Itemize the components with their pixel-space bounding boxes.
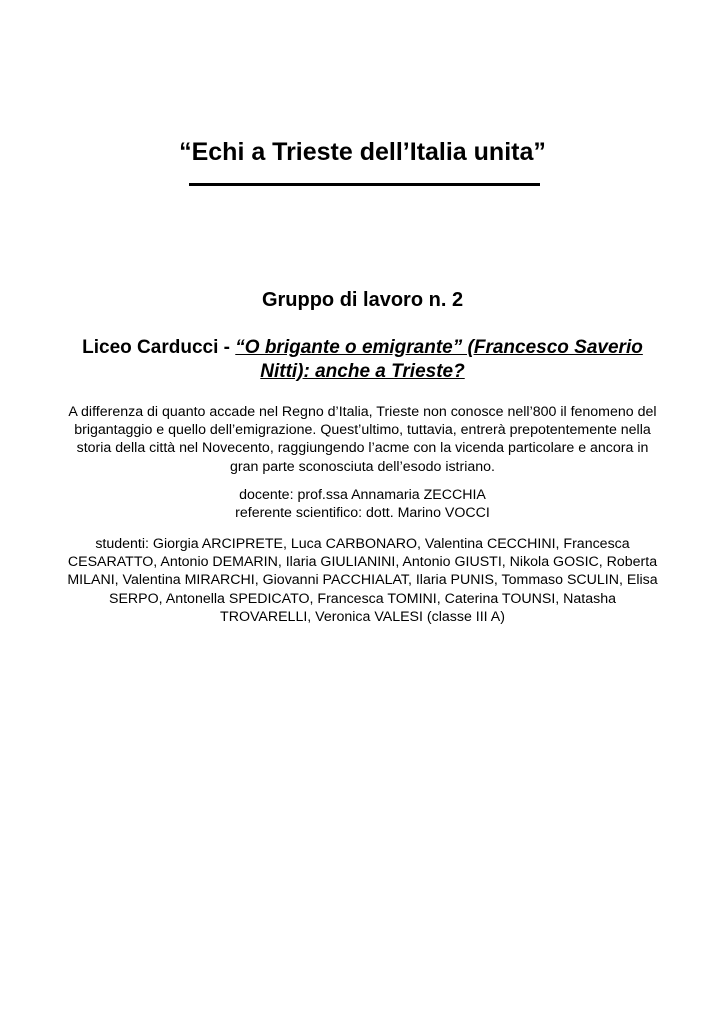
project-topic: “O brigante o emigrante” (Francesco Saverio Nitti): anche a Trieste? xyxy=(235,337,643,382)
document-title: “Echi a Trieste dell’Italia unita” xyxy=(179,138,546,166)
scientific-referee-line: referente scientifico: dott. Marino VOCCI xyxy=(235,505,490,522)
staff-block xyxy=(0,486,725,522)
project-subtitle xyxy=(60,336,665,384)
teacher-line: docente: prof.ssa Annamaria ZECCHIA xyxy=(239,487,486,503)
students-list: studenti: Giorgia ARCIPRETE, Luca CARBONARO, Valentina CECCHINI, Francesca CESARATTO, Antonio DEMARIN, Ilaria GIULIANINI, Antonio GIUSTI, Nikola GOSIC, Roberta MILANI, Valentina MIRARCHI, Giovanni PACCHIALAT, Ilaria PUNIS, Tommaso SCULIN, Elisa SERPO, Antonella SPEDICATO, Francesca TOMINI, Caterina TOUNSI, Natasha TROVARELLI, Veronica VALESI (classe III A) xyxy=(67,536,658,625)
title-underline-rule xyxy=(189,183,540,186)
abstract-paragraph: A differenza di quanto accade nel Regno d’Italia, Trieste non conosce nell’800 il fenomeno del brigantaggio e quello dell’emigrazione. Quest’ultimo, tuttavia, entrerà prepotentemente nella storia della città nel Novecento, raggiungendo l’acme con la vicenda particolare e ancora in gran parte sconosciuta dell’esodo istriano. xyxy=(68,404,657,475)
work-group-heading: Gruppo di lavoro n. 2 xyxy=(261,289,464,311)
school-name: Liceo Carducci - xyxy=(82,337,236,358)
